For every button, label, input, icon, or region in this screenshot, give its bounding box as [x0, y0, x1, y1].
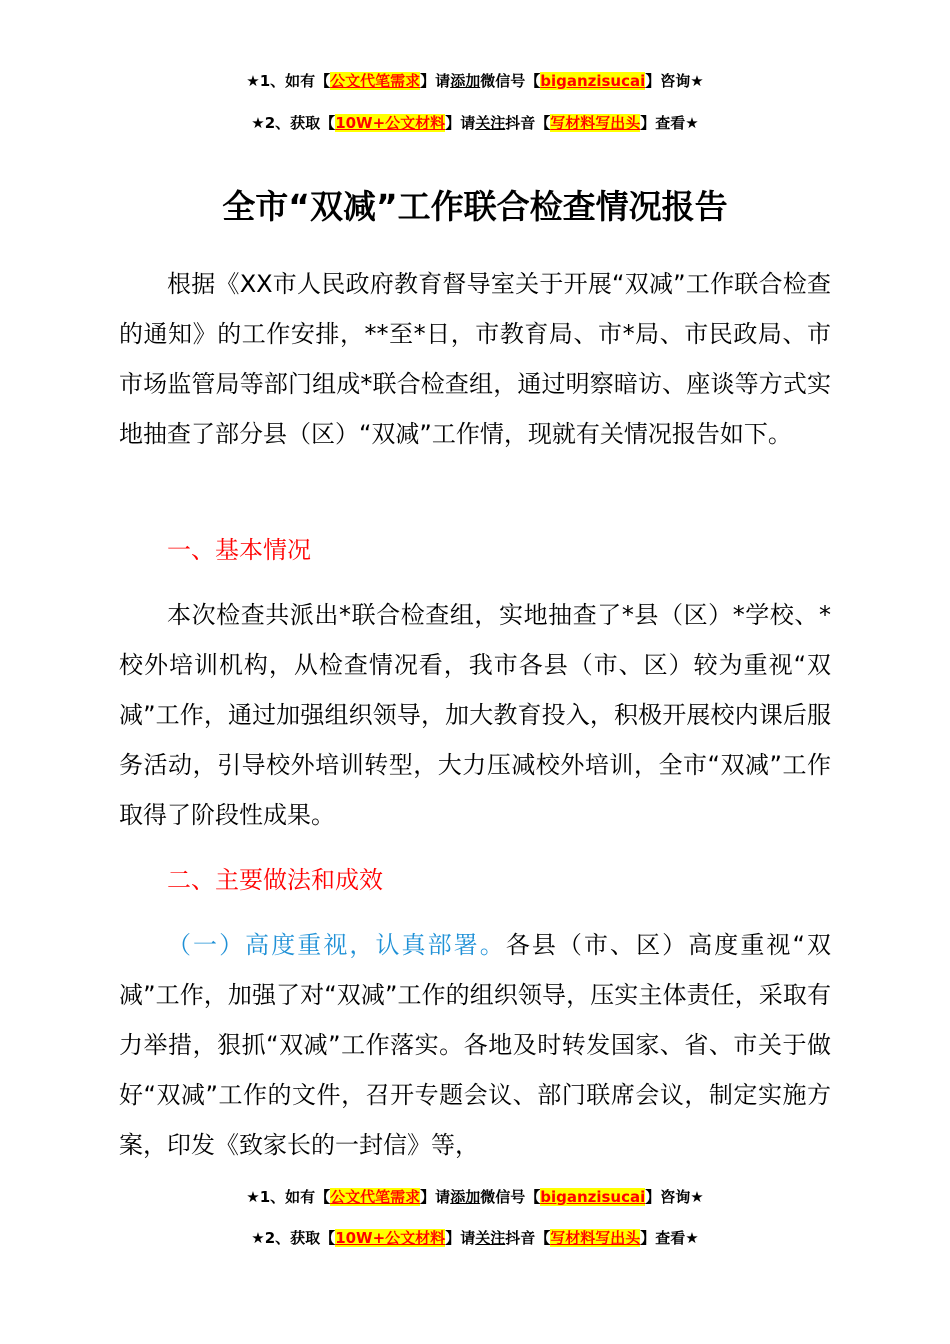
banner-emphasis: 关注 — [475, 1229, 506, 1247]
document-title: 全市“双减”工作联合检查情况报告 — [222, 187, 728, 226]
banner-text: 微信号【 — [480, 1188, 541, 1206]
banner-text: ★1、如有【 — [246, 1188, 331, 1206]
footer-banner-line-1 — [0, 1185, 950, 1209]
banner-text: 微信号【 — [480, 72, 541, 90]
banner-emphasis: 添加 — [450, 72, 481, 90]
banner-text: 】请 — [445, 114, 476, 132]
intro-paragraph: 根据《XX市人民政府教育督导室关于开展“双减”工作联合检查的通知》的工作安排，**至*日，市教育局、市*局、市民政局、市市场监管局等部门组成*联合检查组，通过明察暗访、座谈等方式实地抽查了部分县（区）“双减”工作情，现就有关情况报告如下。 — [119, 270, 831, 448]
highlight-materials: 10W+公文材料 — [335, 114, 446, 132]
banner-text: 】请 — [445, 1229, 476, 1247]
highlight-douyin: 写材料写出头 — [550, 1229, 641, 1247]
banner-emphasis: 关注 — [475, 114, 506, 132]
banner-text: 】查看★ — [640, 1229, 699, 1247]
banner-text: 抖音【 — [505, 114, 551, 132]
section-1-paragraph: 本次检查共派出*联合检查组，实地抽查了*县（区）*学校、*校外培训机构，从检查情况看，我市各县（市、区）较为重视“双减”工作，通过加强组织领导，加大教育投入，积极开展校内课后服务活动，引导校外培训转型，大力压减校外培训，全市“双减”工作取得了阶段性成果。 — [119, 601, 831, 829]
section-1-heading: 一、基本情况 — [167, 536, 311, 564]
header-banner-line-2 — [0, 111, 950, 135]
banner-text: ★1、如有【 — [246, 72, 331, 90]
highlight-ghostwriting: 公文代笔需求 — [330, 1188, 421, 1206]
banner-text: 】请 — [420, 72, 451, 90]
banner-emphasis: 添加 — [450, 1188, 481, 1206]
banner-text: 】请 — [420, 1188, 451, 1206]
header-banner-line-1 — [0, 69, 950, 93]
highlight-wechat-id: biganzisucai — [540, 72, 646, 90]
banner-text: 】查看★ — [640, 114, 699, 132]
banner-text: ★2、获取【 — [251, 1229, 336, 1247]
footer-banner-line-2 — [0, 1226, 950, 1250]
subsection-1-paragraph — [119, 920, 831, 1170]
banner-text: 】咨询★ — [645, 72, 704, 90]
banner-text: 抖音【 — [505, 1229, 551, 1247]
banner-text: 】咨询★ — [645, 1188, 704, 1206]
highlight-materials: 10W+公文材料 — [335, 1229, 446, 1247]
highlight-wechat-id: biganzisucai — [540, 1188, 646, 1206]
section-2-heading: 二、主要做法和成效 — [167, 866, 383, 894]
highlight-ghostwriting: 公文代笔需求 — [330, 72, 421, 90]
highlight-douyin: 写材料写出头 — [550, 114, 641, 132]
subsection-1-heading: （一）高度重视，认真部署。 — [167, 931, 506, 959]
subsection-1-body: 各县（市、区）高度重视“双减”工作，加强了对“双减”工作的组织领导，压实主体责任，采取有力举措，狠抓“双减”工作落实。各地及时转发国家、省、市关于做好“双减”工作的文件，召开专题会议、部门联席会议，制定实施方案，印发《致家长的一封信》等， — [119, 931, 831, 1159]
banner-text: ★2、获取【 — [251, 114, 336, 132]
